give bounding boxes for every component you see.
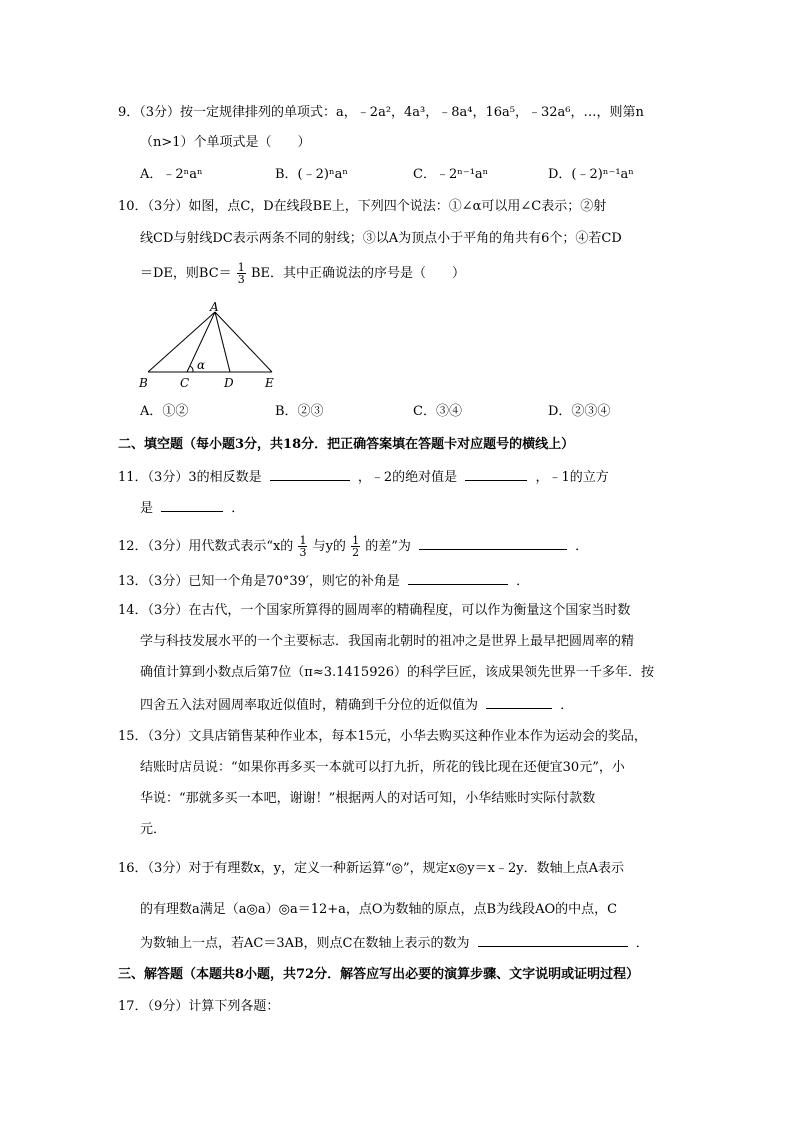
q14-end: ． <box>560 698 574 713</box>
q9-stem-line2: （n>1）个单项式是（ ） <box>140 135 311 150</box>
q17-stem: 17．（9分）计算下列各题： <box>118 999 280 1014</box>
q11-answer-blank-3[interactable] <box>161 498 223 512</box>
q10-stem-line2: 线CD与射线DC表示两条不同的射线；③以A为顶点小于平角的角共有6个；④若CD <box>140 231 622 246</box>
q10-stem-line3-b: BE．其中正确说法的序号是（ ） <box>250 266 465 281</box>
q10-option-d: D．②③④ <box>548 404 611 419</box>
q16-answer-blank[interactable] <box>478 933 628 947</box>
q10-option-b: B．②③ <box>275 404 324 419</box>
q15-line4: 元． <box>140 822 167 837</box>
q14-line1: 14．（3分）在古代，一个国家所算得的圆周率的精确程度，可以作为衡量这个国家当时数 <box>118 603 631 618</box>
label-alpha: α <box>197 358 206 372</box>
angle-alpha-arc <box>190 366 193 372</box>
label-a: A <box>210 300 219 314</box>
q15-line3: 华说：“那就多买一本吧，谢谢！”根据两人的对话可知，小华结账时实际付款数 <box>140 791 596 806</box>
q12-answer-blank[interactable] <box>419 536 567 550</box>
q16-end: ． <box>635 936 649 951</box>
q13-end: ． <box>516 574 530 589</box>
q13-line <box>118 571 529 591</box>
q15-line2: 结账时店员说：“如果你再多买一本就可以打九折，所花的钱比现在还便宜30元”，小 <box>140 760 625 775</box>
q11-answer-blank-1[interactable] <box>270 467 350 481</box>
q12-part3: 的差”为 <box>365 539 411 554</box>
q15-line1: 15．（3分）文具店销售某种作业本，每本15元，小华去购买这种作业本作为运动会的奖品， <box>118 729 647 744</box>
segment-ae <box>215 312 272 372</box>
q11-answer-blank-2[interactable] <box>465 467 527 481</box>
q12-fraction-1-den: 3 <box>299 546 307 559</box>
q10-option-a: A．①② <box>140 404 189 419</box>
q14-line4 <box>140 695 573 715</box>
q10-stem-line3-a: ＝DE，则BC＝ <box>140 266 232 281</box>
q16-line1: 16．（3分）对于有理数x，y，定义一种新运算“◎”，规定x◎y＝x﹣2y．数轴上点A表示 <box>118 861 624 876</box>
q14-line3: 确值计算到小数点后第7位（π≈3.1415926）的科学巨匠，该成果领先世界一千多年．按 <box>140 665 655 680</box>
segment-ad <box>215 312 230 372</box>
q10-triangle-figure <box>136 300 286 392</box>
q12-fraction-2 <box>351 535 360 558</box>
q16-line3-text: 为数轴上一点，若AC＝3AB，则点C在数轴上表示的数为 <box>140 936 470 951</box>
q12-part2: 与y的 <box>312 539 346 554</box>
q10-stem-line3 <box>140 262 465 285</box>
q9-option-b: B．(﹣2)ⁿaⁿ <box>275 167 348 182</box>
q10-stem-line1: 10．（3分）如图，点C，D在线段BE上，下列四个说法：①∠α可以用∠C表示；②射 <box>118 199 607 214</box>
q12-end: ． <box>575 539 589 554</box>
label-c: C <box>180 376 190 390</box>
q16-line2: 的有理数a满足（a◎a）◎a＝12+a，点O为数轴的原点，点B为线段AO的中点，C <box>140 902 618 917</box>
q12-fraction-1 <box>298 535 307 558</box>
q12-fraction-2-num: 1 <box>352 534 360 547</box>
q9-option-c: C．﹣2ⁿ⁻¹aⁿ <box>413 167 489 182</box>
q10-fraction <box>237 262 246 285</box>
q11-line2-text: 是 <box>140 501 154 516</box>
q11-end: ． <box>231 501 245 516</box>
q9-stem-line1: 9．（3分）按一定规律排列的单项式：a，﹣2a²，4a³，﹣8a⁴，16a⁵，﹣32a⁶，…，则第n <box>118 105 644 120</box>
label-e: E <box>265 376 274 390</box>
q14-line2: 学与科技发展水平的一个主要标志．我国南北朝时的祖冲之是世界上最早把圆周率的精 <box>140 634 635 649</box>
q9-option-a: A．﹣2ⁿaⁿ <box>140 167 203 182</box>
label-d: D <box>224 376 234 390</box>
q12-line <box>118 535 588 558</box>
q11-part2: ，﹣2的绝对值是 <box>357 470 458 485</box>
q10-fraction-num: 1 <box>237 261 245 274</box>
q9-option-d: D．(﹣2)ⁿ⁻¹aⁿ <box>548 167 634 182</box>
q12-part1: 12．（3分）用代数式表示“x的 <box>118 539 294 554</box>
q16-line3 <box>140 933 649 953</box>
q11-part1: 11．（3分）3的相反数是 <box>118 470 262 485</box>
q11-line2 <box>140 498 244 518</box>
section-2-heading: 二、填空题（每小题3分，共18分．把正确答案填在答题卡对应题号的横线上） <box>118 437 575 452</box>
q13-part1: 13．（3分）已知一个角是70°39′，则它的补角是 <box>118 574 400 589</box>
q10-option-c: C．③④ <box>413 404 462 419</box>
q12-fraction-1-num: 1 <box>299 534 307 547</box>
q11-line1 <box>118 467 609 487</box>
q11-part3: ，﹣1的立方 <box>535 470 609 485</box>
label-b: B <box>139 376 148 390</box>
q14-answer-blank[interactable] <box>486 695 552 709</box>
section-3-heading: 三、解答题（本题共8小题，共72分．解答应写出必要的演算步骤、文字说明或证明过程） <box>118 967 640 982</box>
q14-line4-text: 四舍五入法对圆周率取近似值时，精确到千分位的近似值为 <box>140 698 479 713</box>
q12-fraction-2-den: 2 <box>352 546 360 559</box>
q13-answer-blank[interactable] <box>408 571 508 585</box>
q10-fraction-den: 3 <box>237 273 245 286</box>
